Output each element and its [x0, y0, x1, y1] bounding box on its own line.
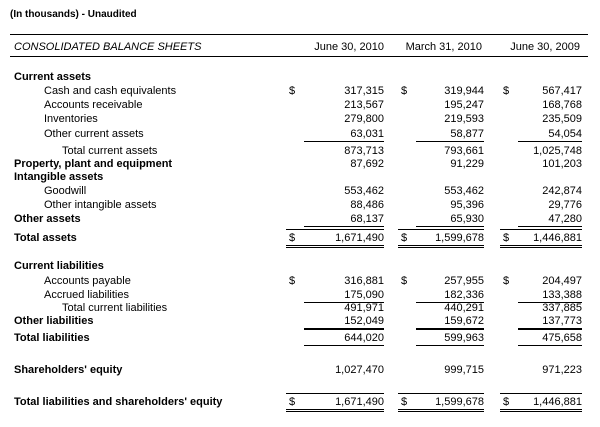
cell-june-2009: 47,280 — [548, 213, 582, 225]
total-top-rule — [500, 229, 582, 230]
table-row — [0, 231, 600, 245]
currency-symbol: $ — [401, 396, 408, 408]
total-double-rule — [286, 245, 384, 248]
currency-symbol: $ — [401, 275, 408, 287]
cell-june-2010: 1,671,490 — [335, 232, 384, 244]
table-row — [0, 170, 600, 184]
row-label: Inventories — [44, 113, 98, 125]
table-row — [0, 112, 600, 126]
total-double-rule — [500, 409, 582, 412]
cell-march-2010: 257,955 — [444, 275, 484, 287]
cell-march-2010: 1,599,678 — [435, 396, 484, 408]
cell-march-2010: 999,715 — [444, 364, 484, 376]
cell-june-2009: 475,658 — [542, 332, 582, 344]
row-label: Total liabilities and shareholders' equity — [14, 396, 223, 408]
cell-june-2010: 213,567 — [344, 99, 384, 111]
table-row — [0, 184, 600, 198]
currency-symbol: $ — [289, 232, 296, 244]
currency-symbol: $ — [289, 275, 296, 287]
table-row — [0, 274, 600, 288]
row-label: Property, plant and equipment — [14, 158, 173, 170]
cell-june-2009: 567,417 — [542, 85, 582, 97]
row-label: Other intangible assets — [44, 199, 157, 211]
currency-symbol: $ — [289, 85, 296, 97]
row-label: Accrued liabilities — [44, 289, 129, 301]
column-header-june-2009: June 30, 2009 — [510, 41, 580, 53]
total-liabilities-rule — [304, 329, 384, 330]
cell-march-2010: 219,593 — [444, 113, 484, 125]
caption: (In thousands) - Unaudited — [10, 9, 137, 20]
cell-june-2009: 204,497 — [542, 275, 582, 287]
table-row — [0, 198, 600, 212]
total-double-rule — [286, 409, 384, 412]
cell-june-2010: 63,031 — [350, 128, 384, 140]
total-double-rule — [398, 245, 484, 248]
total-double-rule — [398, 409, 484, 412]
cell-june-2010: 644,020 — [344, 332, 384, 344]
row-label: Accounts payable — [44, 275, 131, 287]
cell-march-2010: 65,930 — [450, 213, 484, 225]
cell-june-2009: 242,874 — [542, 185, 582, 197]
row-label: Total current assets — [62, 145, 158, 157]
cell-june-2009: 1,446,881 — [533, 396, 582, 408]
total-top-rule — [398, 229, 484, 230]
cell-march-2010: 319,944 — [444, 85, 484, 97]
cell-june-2010: 553,462 — [344, 185, 384, 197]
cell-march-2010: 95,396 — [450, 199, 484, 211]
row-label: Other assets — [14, 213, 81, 225]
total-liabilities-rule — [518, 345, 582, 346]
row-label: Accounts receivable — [44, 99, 143, 111]
table-row — [0, 363, 600, 377]
table-row — [0, 70, 600, 84]
cell-june-2010: 175,090 — [344, 289, 384, 301]
row-label: Total liabilities — [14, 332, 90, 344]
row-label: Total assets — [14, 232, 77, 244]
cell-june-2009: 971,223 — [542, 364, 582, 376]
total-liabilities-rule — [304, 345, 384, 346]
cell-june-2010: 87,692 — [350, 158, 384, 170]
cell-march-2010: 91,229 — [450, 158, 484, 170]
cell-june-2009: 1,025,748 — [533, 145, 582, 157]
table-row — [0, 157, 600, 171]
table-row — [0, 98, 600, 112]
total-liabilities-rule — [416, 345, 484, 346]
subtotal-rule — [416, 141, 484, 142]
subtotal-rule — [416, 226, 484, 227]
table-row — [0, 259, 600, 273]
table-row — [0, 395, 600, 409]
cell-june-2009: 168,768 — [542, 99, 582, 111]
cell-june-2009: 1,446,881 — [533, 232, 582, 244]
currency-symbol: $ — [503, 275, 510, 287]
cell-june-2009: 29,776 — [548, 199, 582, 211]
cell-march-2010: 1,599,678 — [435, 232, 484, 244]
cell-june-2010: 316,881 — [344, 275, 384, 287]
row-label: Current assets — [14, 71, 92, 83]
currency-symbol: $ — [503, 232, 510, 244]
header-rule-top — [10, 34, 588, 35]
cell-march-2010: 182,336 — [444, 289, 484, 301]
currency-symbol: $ — [401, 85, 408, 97]
table-row — [0, 331, 600, 345]
table-row — [0, 288, 600, 302]
subtotal-rule — [518, 226, 582, 227]
cell-march-2010: 599,963 — [444, 332, 484, 344]
row-label: Intangible assets — [14, 171, 104, 183]
table-title: CONSOLIDATED BALANCE SHEETS — [14, 41, 202, 53]
cell-march-2010: 159,672 — [444, 315, 484, 327]
cell-march-2010: 553,462 — [444, 185, 484, 197]
cell-march-2010: 195,247 — [444, 99, 484, 111]
currency-symbol: $ — [401, 232, 408, 244]
total-liabilities-rule — [416, 329, 484, 330]
cell-june-2010: 1,671,490 — [335, 396, 384, 408]
total-top-rule — [286, 229, 384, 230]
cell-june-2009: 54,054 — [548, 128, 582, 140]
cell-june-2010: 317,315 — [344, 85, 384, 97]
cell-june-2009: 235,509 — [542, 113, 582, 125]
currency-symbol: $ — [503, 396, 510, 408]
row-label: Other current assets — [44, 128, 144, 140]
table-row — [0, 127, 600, 141]
table-row — [0, 301, 600, 315]
cell-june-2010: 88,486 — [350, 199, 384, 211]
cell-june-2010: 68,137 — [350, 213, 384, 225]
cell-june-2009: 337,885 — [542, 302, 582, 314]
cell-march-2010: 440,291 — [444, 302, 484, 314]
cell-march-2010: 58,877 — [450, 128, 484, 140]
currency-symbol: $ — [289, 396, 296, 408]
total-liabilities-rule — [518, 329, 582, 330]
total-top-rule — [286, 393, 384, 394]
total-double-rule — [500, 245, 582, 248]
row-label: Cash and cash equivalents — [44, 85, 177, 97]
cell-june-2010: 1,027,470 — [335, 364, 384, 376]
cell-june-2009: 101,203 — [542, 158, 582, 170]
cell-june-2010: 279,800 — [344, 113, 384, 125]
total-top-rule — [398, 393, 484, 394]
table-row — [0, 144, 600, 158]
subtotal-rule — [304, 226, 384, 227]
table-row — [0, 212, 600, 226]
table-row — [0, 84, 600, 98]
cell-june-2010: 491,971 — [344, 302, 384, 314]
cell-june-2010: 152,049 — [344, 315, 384, 327]
table-row — [0, 314, 600, 328]
row-label: Other liabilities — [14, 315, 94, 327]
cell-june-2009: 137,773 — [542, 315, 582, 327]
total-top-rule — [500, 393, 582, 394]
cell-march-2010: 793,661 — [444, 145, 484, 157]
row-label: Current liabilities — [14, 260, 104, 272]
header-rule-bottom — [10, 56, 588, 57]
row-label: Shareholders' equity — [14, 364, 123, 376]
row-label: Goodwill — [44, 185, 87, 197]
column-header-march-2010: March 31, 2010 — [405, 41, 482, 53]
currency-symbol: $ — [503, 85, 510, 97]
subtotal-rule — [518, 141, 582, 142]
column-header-june-2010: June 30, 2010 — [314, 41, 384, 53]
subtotal-rule — [304, 141, 384, 142]
cell-june-2010: 873,713 — [344, 145, 384, 157]
cell-june-2009: 133,388 — [542, 289, 582, 301]
row-label: Total current liabilities — [62, 302, 168, 314]
